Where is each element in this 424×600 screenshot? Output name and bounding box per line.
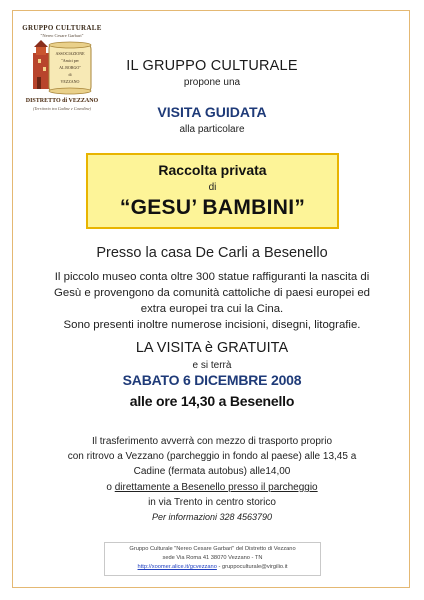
- footer-line-3: [105, 564, 320, 570]
- logo-title: GRUPPO CULTURALE: [22, 24, 102, 32]
- logo-district: DISTRETTO di VEZZANO: [25, 98, 99, 104]
- contact-phone: Per informazioni 328 4563790: [151, 512, 273, 522]
- highlight-raccolta: Raccolta privata: [158, 162, 267, 178]
- logo-scroll-line-3: AL BORGO": [59, 65, 81, 70]
- location-heading: Presso la casa De Carli a Besenello: [96, 245, 328, 261]
- highlight-box: [86, 153, 339, 229]
- logo-scroll-line-4: di: [68, 72, 72, 77]
- text-alla-particolare: alla particolare: [179, 124, 245, 135]
- logo-territory: (Territorio tra Cadine e Cavedine): [32, 106, 91, 111]
- description-line-4: Sono presenti inoltre numerose incisioni, disegni, litografie.: [63, 319, 361, 331]
- heading-gruppo-culturale: IL GRUPPO CULTURALE: [126, 58, 298, 74]
- footer-line-1: Gruppo Culturale "Nereo Cesare Garbari" del Distretto di Vezzano: [129, 546, 296, 552]
- highlight-gesu-bambini: “GESU’ BAMBINI”: [119, 196, 306, 219]
- footer-website-link[interactable]: http://xoomer.alice.it/gcvezzano: [137, 564, 217, 570]
- text-e-si-terra: e si terrà: [192, 360, 232, 371]
- event-date: SABATO 6 DICEMBRE 2008: [122, 372, 302, 388]
- logo-scroll-line-1: ASSOCIAZIONE: [55, 51, 85, 56]
- description-line-3: extra europei tra cui la Cina.: [140, 303, 284, 315]
- footer-email: - gruppoculturale@virgilio.it: [216, 564, 288, 570]
- info-line-1: Il trasferimento avverrà con mezzo di trasporto proprio: [91, 436, 333, 447]
- logo-scroll-line-5: VEZZANO: [60, 79, 80, 84]
- info-line-2: con ritrovo a Vezzano (parcheggio in fondo al paese) alle 13,45 a: [67, 451, 357, 462]
- info-line-5: in via Trento in centro storico: [148, 497, 276, 508]
- text-propone-una: propone una: [183, 77, 241, 88]
- heading-visita-guidata: VISITA GUIDATA: [157, 104, 267, 120]
- logo-subtitle: "Nereo Cesare Garbari": [40, 33, 84, 38]
- info-line-4-prefix: o: [106, 482, 115, 493]
- info-line-4-underlined: direttamente a Besenello presso il parcheggio: [114, 482, 318, 493]
- info-line-4: [0, 481, 424, 494]
- description-line-1: Il piccolo museo conta oltre 300 statue raffiguranti la nascita di: [54, 271, 370, 283]
- highlight-di: di: [208, 182, 217, 193]
- footer-line-2: sede Via Roma 41 38070 Vezzano - TN: [162, 555, 263, 561]
- logo-scroll-line-2: "Amici per: [61, 58, 79, 63]
- free-visit-heading: LA VISITA è GRATUITA: [135, 340, 289, 356]
- description-line-2: Gesù e provengono da comunità cattoliche di paesi europei ed: [54, 287, 370, 299]
- info-line-3: Cadine (fermata autobus) alle14,00: [133, 466, 291, 477]
- footer-box: [104, 542, 321, 576]
- event-time: alle ore 14,30 a Besenello: [129, 393, 295, 409]
